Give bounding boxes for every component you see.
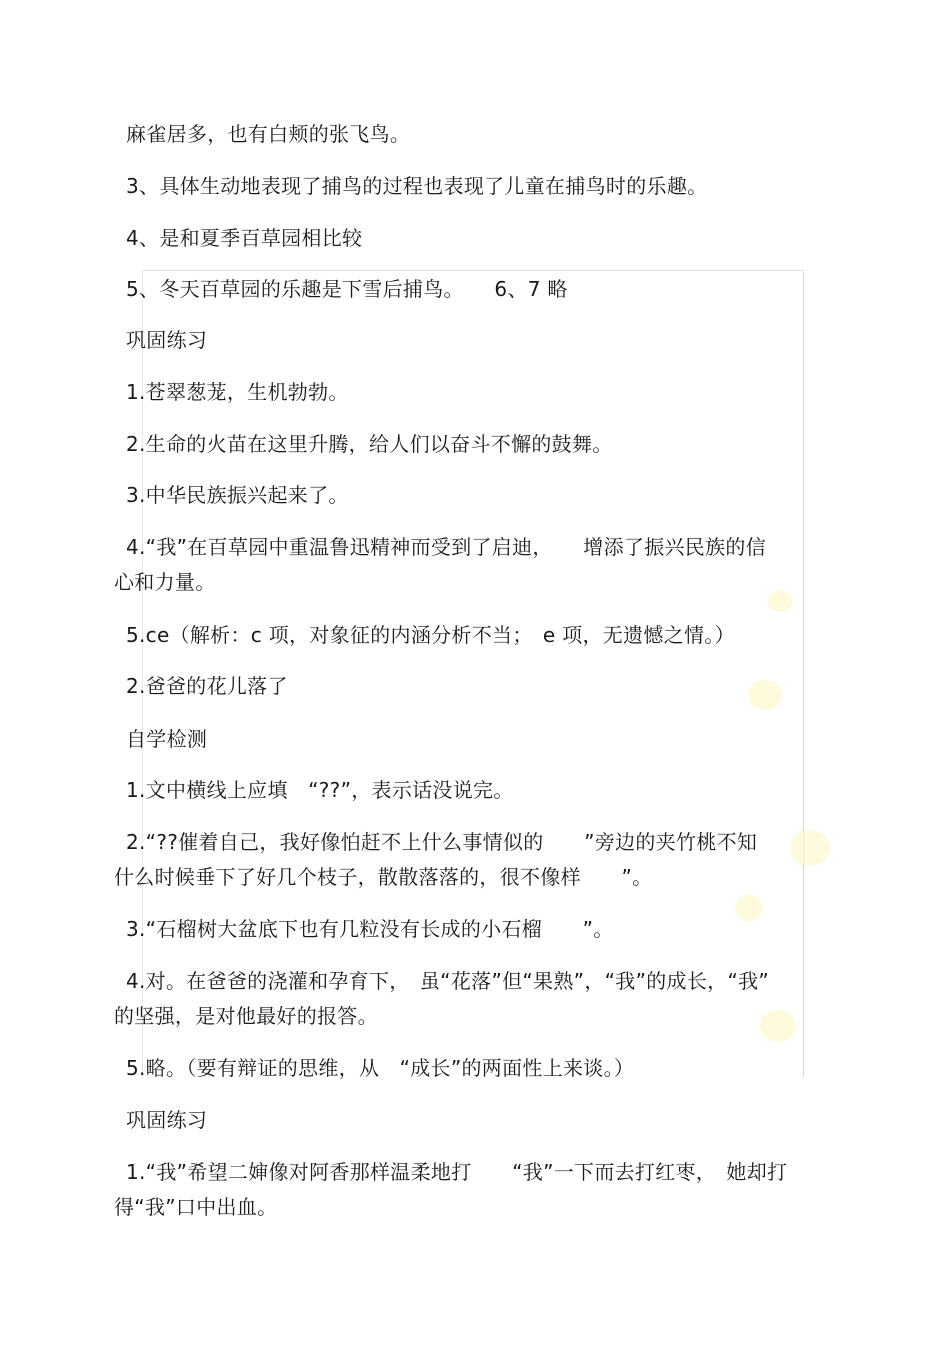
text-line: 2.生命的火苗在这里升腾，给人们以奋斗不懈的鼓舞。 xyxy=(126,432,613,456)
text-line: 心和力量。 xyxy=(114,570,216,594)
faint-stain xyxy=(760,1010,796,1042)
text-line: 3.“石榴树大盆底下也有几粒没有长成的小石榴 ”。 xyxy=(126,917,614,941)
faint-stain xyxy=(748,680,782,710)
faint-stain xyxy=(735,895,763,921)
section-heading: 自学检测 xyxy=(126,727,208,751)
text-line: 5.略。（要有辩证的思维，从 “成长”的两面性上来谈。） xyxy=(126,1056,635,1080)
faint-stain xyxy=(768,590,792,612)
section-heading: 巩固练习 xyxy=(126,1108,208,1132)
text-line: 的坚强，是对他最好的报答。 xyxy=(114,1004,378,1028)
text-line: 4.对。在爸爸的浇灌和孕育下， 虽“花落”但“果熟”，“我”的成长，“我” xyxy=(126,969,770,993)
text-line: 3、具体生动地表现了捕鸟的过程也表现了儿童在捕鸟时的乐趣。 xyxy=(126,174,708,198)
text-line: 4、是和夏季百草园相比较 xyxy=(126,226,363,250)
text-line: 得“我”口中出血。 xyxy=(114,1195,278,1219)
text-line: 1.苍翠葱茏，生机勃勃。 xyxy=(126,380,349,404)
text-line: 什么时候垂下了好几个枝子，散散落落的，很不像样 ”。 xyxy=(114,865,653,889)
text-line: 3.中华民族振兴起来了。 xyxy=(126,483,349,507)
text-line: 5.ce（解析：c 项，对象征的内涵分析不当； e 项，无遗憾之情。） xyxy=(126,623,735,647)
faint-stain xyxy=(790,830,830,866)
section-heading: 巩固练习 xyxy=(126,328,208,352)
text-line: 4.“我”在百草园中重温鲁迅精神而受到了启迪， 增添了振兴民族的信 xyxy=(126,535,767,559)
text-line: 2.“??催着自己，我好像怕赶不上什么事情似的 ”旁边的夹竹桃不知 xyxy=(126,830,758,854)
text-line: 1.文中横线上应填 “??”，表示话没说完。 xyxy=(126,778,514,802)
text-line: 麻雀居多，也有白颊的张飞鸟。 xyxy=(126,122,411,146)
text-line: 5、冬天百草园的乐趣是下雪后捕鸟。 6、7 略 xyxy=(126,277,568,301)
text-line: 1.“我”希望二婶像对阿香那样温柔地打 “我”一下而去打红枣， 她却打 xyxy=(126,1160,788,1184)
section-heading: 2.爸爸的花儿落了 xyxy=(126,674,288,698)
